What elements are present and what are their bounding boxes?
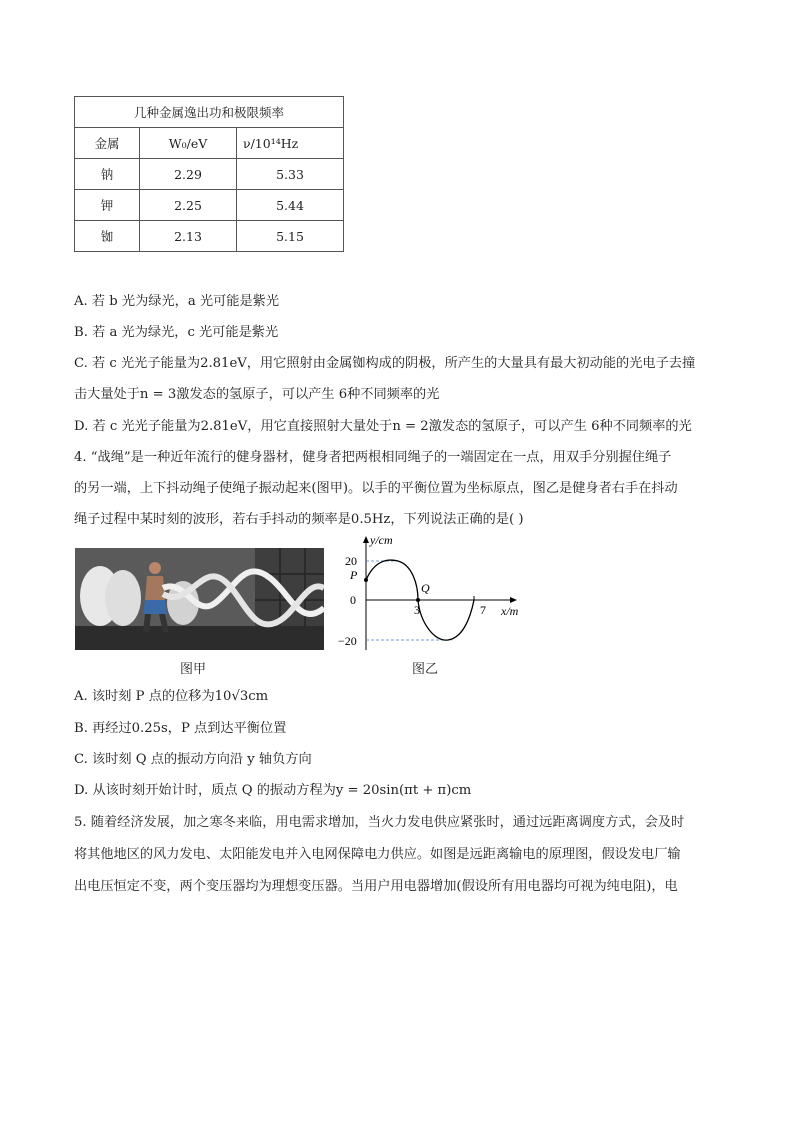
table-header: W₀/eV	[140, 128, 237, 159]
table-header: ν/10¹⁴Hz	[237, 128, 344, 159]
y-tick-label-neg20: −20	[338, 634, 357, 648]
y-tick-label-20: 20	[345, 554, 357, 568]
q4-option-a: A. 该时刻 P 点的位移为10√3cm	[74, 689, 269, 704]
x-tick-label-3: 3	[414, 603, 420, 617]
table-cell: 钾	[75, 190, 140, 221]
q5-line2: 将其他地区的风力发电、太阳能发电并入电网保障电力供应。如图是远距离输电的原理图，假设发电厂输	[74, 847, 681, 862]
table-header: 金属	[75, 128, 140, 159]
q4-stem-line3: 绳子过程中某时刻的波形，若右手抖动的频率是0.5Hz，下列说法正确的是( )	[74, 512, 524, 527]
q3-option-a: A. 若 b 光为绿光，a 光可能是紫光	[74, 294, 280, 309]
q4-option-b: B. 再经过0.25s，P 点到达平衡位置	[74, 721, 287, 736]
point-p-dot	[364, 578, 368, 582]
waveform-graph	[334, 532, 534, 654]
table-row	[75, 190, 344, 221]
figure-jia-caption: 图甲	[180, 662, 207, 677]
q4-stem-line1: 4. “战绳”是一种近年流行的健身器材，健身者把两根相同绳子的一端固定在一点，用双手分别握住绳子	[74, 450, 672, 465]
table-cell: 5.44	[237, 190, 344, 221]
q3-option-c-line1: C. 若 c 光光子能量为2.81eV，用它照射由金属铷构成的阴极，所产生的大量具有最大初动能的光电子去撞	[74, 356, 696, 371]
q5-line1: 5. 随着经济发展，加之寒冬来临，用电需求增加，当火力发电供应紧张时，通过远距离调度方式，会及时	[74, 815, 685, 830]
point-q-dot	[416, 598, 420, 602]
point-p-label: P	[350, 568, 358, 582]
q4-option-c: C. 该时刻 Q 点的振动方向沿 y 轴负方向	[74, 752, 312, 767]
q4-stem-line2: 的另一端，上下抖动绳子使绳子振动起来(图甲)。以手的平衡位置为坐标原点，图乙是健身者右手在抖动	[74, 481, 678, 496]
q3-option-d: D. 若 c 光光子能量为2.81eV，用它直接照射大量处于n = 2激发态的氢原子，可以产生 6种不同频率的光	[74, 419, 692, 434]
work-function-table	[74, 96, 344, 252]
q5-line3: 出电压恒定不变，两个变压器均为理想变压器。当用户用电器增加(假设所有用电器均可视为纯电阻)，电	[74, 879, 678, 894]
table-row	[75, 159, 344, 190]
table-cell: 5.15	[237, 221, 344, 252]
table-cell: 5.33	[237, 159, 344, 190]
table-cell: 钠	[75, 159, 140, 190]
x-tick-label-7: 7	[480, 603, 486, 617]
point-q-label: Q	[421, 581, 430, 595]
q3-option-c-line2: 击大量处于n = 3激发态的氢原子，可以产生 6种不同频率的光	[74, 387, 440, 402]
table-cell: 2.25	[140, 190, 237, 221]
x-axis-label: x/m	[501, 604, 519, 618]
table-row	[75, 221, 344, 252]
table-cell: 2.29	[140, 159, 237, 190]
q3-option-b: B. 若 a 光为绿光，c 光可能是紫光	[74, 325, 279, 340]
table-caption: 几种金属逸出功和极限频率	[75, 97, 344, 128]
q4-option-d: D. 从该时刻开始计时，质点 Q 的振动方程为y = 20sin(πt + π)cm	[74, 783, 472, 798]
table-cell: 铷	[75, 221, 140, 252]
table-cell: 2.13	[140, 221, 237, 252]
x-axis-arrow	[510, 597, 517, 603]
y-axis-arrow	[363, 536, 369, 543]
table-header-row	[75, 128, 344, 159]
figure-yi-caption: 图乙	[412, 662, 439, 677]
y-tick-label-0: 0	[350, 593, 356, 607]
battle-rope-photo	[75, 548, 324, 650]
y-axis-label: y/cm	[370, 533, 393, 547]
